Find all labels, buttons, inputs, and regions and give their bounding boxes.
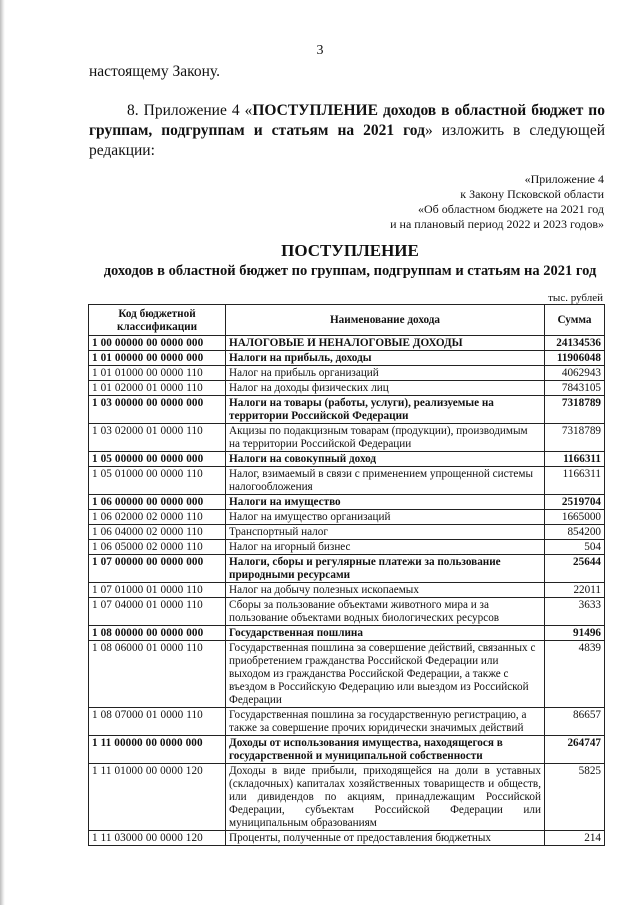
row-code: 1 03 00000 00 0000 000 [89,396,226,424]
table-row [89,351,605,366]
row-code: 1 05 01000 00 0000 110 [89,467,226,495]
header-name: Наименование дохода [226,305,545,336]
para-tail: » изложить в следующей редакции: [89,122,605,159]
row-name: Государственная пошлина за государственную регистрацию, а также за совершение прочих юридически значимых действий [226,708,545,736]
row-name: НАЛОГОВЫЕ И НЕНАЛОГОВЫЕ ДОХОДЫ [226,336,545,351]
row-name: Государственная пошлина [226,626,545,641]
para-mid: доходов в областной бюджет по группам, подгруппам и статьям [89,102,605,139]
appendix-header [390,172,604,232]
row-code: 1 01 00000 00 0000 000 [89,351,226,366]
row-amount: 7843105 [545,381,605,396]
row-amount: 1166311 [545,467,605,495]
table-row [89,764,605,831]
page-number: 3 [316,43,324,58]
table-row [89,708,605,736]
appendix-line: и на плановый период 2022 и 2023 годов» [390,217,604,231]
table-row [89,583,605,598]
row-code: 1 01 02000 01 0000 110 [89,381,226,396]
row-code: 1 06 02000 02 0000 110 [89,510,226,525]
table-row [89,736,605,764]
row-name: Сборы за пользование объектами животного мира и за пользование объектами водных биологических ресурсов [226,598,545,626]
table-row [89,396,605,424]
row-name: Налоги на имущество [226,495,545,510]
table-row [89,510,605,525]
table-header-row [89,305,605,336]
row-code: 1 06 05000 02 0000 110 [89,540,226,555]
row-code: 1 05 00000 00 0000 000 [89,452,226,467]
row-name: Акцизы по подакцизным товарам (продукции), производимым на территории Российской Федерации [226,424,545,452]
row-name: Доходы в виде прибыли, приходящейся на доли в уставных (складочных) капиталах хозяйственных товариществ и обществ, или дивидендов по акциям, принадлежащим Российской Федерации, субъектам Российской Федерации или муниципальным образованиям [226,764,545,831]
row-code: 1 07 01000 01 0000 110 [89,583,226,598]
row-amount: 3633 [545,598,605,626]
row-name: Налог, взимаемый в связи с применением упрощенной системы налогообложения [226,467,545,495]
row-code: 1 00 00000 00 0000 000 [89,336,226,351]
row-amount: 504 [545,540,605,555]
row-name: Доходы от использования имущества, находящегося в государственной и муниципальной собственности [226,736,545,764]
header-code: Код бюджетной классификации [89,305,226,336]
table-row [89,452,605,467]
row-name: Налоги на прибыль, доходы [226,351,545,366]
row-code: 1 07 00000 00 0000 000 [89,555,226,583]
row-amount: 2519704 [545,495,605,510]
row-name: Налоги на совокупный доход [226,452,545,467]
row-code: 1 06 04000 02 0000 110 [89,525,226,540]
row-amount: 22011 [545,583,605,598]
row-name: Налог на имущество организаций [226,510,545,525]
row-name: Проценты, полученные от предоставления бюджетных [226,831,545,846]
row-name: Налоги, сборы и регулярные платежи за пользование природными ресурсами [226,555,545,583]
row-amount: 4839 [545,641,605,708]
row-amount: 214 [545,831,605,846]
para-lead: 8. Приложение 4 « [127,102,253,119]
appendix-line: к Закону Псковской области [460,187,604,201]
row-code: 1 08 07000 01 0000 110 [89,708,226,736]
row-amount: 86657 [545,708,605,736]
table-row [89,366,605,381]
para-bold-year: на 2021 год [337,122,425,139]
document-title: ПОСТУПЛЕНИЕ [281,241,419,260]
row-amount: 24134536 [545,336,605,351]
table-row [89,381,605,396]
row-code: 1 11 00000 00 0000 000 [89,736,226,764]
row-name: Налог на добычу полезных ископаемых [226,583,545,598]
row-code: 1 07 04000 01 0000 110 [89,598,226,626]
row-amount: 4062943 [545,366,605,381]
row-amount: 91496 [545,626,605,641]
row-amount: 854200 [545,525,605,540]
row-name: Налог на игорный бизнес [226,540,545,555]
row-amount: 1166311 [545,452,605,467]
row-code: 1 01 01000 00 0000 110 [89,366,226,381]
income-table [88,304,605,846]
table-row [89,525,605,540]
row-code: 1 11 01000 00 0000 120 [89,764,226,831]
para-bold-title: ПОСТУПЛЕНИЕ [252,102,378,119]
units-label: тыс. рублей [548,292,603,304]
amendment-paragraph [89,101,605,161]
table-row [89,598,605,626]
table-row [89,467,605,495]
table-row [89,424,605,452]
appendix-line: «Приложение 4 [524,172,604,186]
table-row [89,626,605,641]
row-amount: 11906048 [545,351,605,366]
row-name: Налог на доходы физических лиц [226,381,545,396]
table-row [89,495,605,510]
scan-edge-shadow [0,0,5,905]
row-code: 1 11 03000 00 0000 120 [89,831,226,846]
row-amount: 7318789 [545,424,605,452]
table-row [89,641,605,708]
row-amount: 1665000 [545,510,605,525]
row-name: Государственная пошлина за совершение действий, связанных с приобретением гражданства Российской Федерации или выходом из гражданства Российской Федерации, а также с въездом в Российскую Федерацию или выездом из Российской Федерации [226,641,545,708]
continuation-text: настоящему Закону. [89,63,220,80]
table-row [89,540,605,555]
row-code: 1 08 00000 00 0000 000 [89,626,226,641]
table-row [89,831,605,846]
header-amount: Сумма [545,305,605,336]
table-row [89,336,605,351]
row-name: Налог на прибыль организаций [226,366,545,381]
row-name: Транспортный налог [226,525,545,540]
row-amount: 264747 [545,736,605,764]
row-amount: 5825 [545,764,605,831]
row-amount: 7318789 [545,396,605,424]
row-code: 1 03 02000 01 0000 110 [89,424,226,452]
row-code: 1 08 06000 01 0000 110 [89,641,226,708]
row-code: 1 06 00000 00 0000 000 [89,495,226,510]
row-amount: 25644 [545,555,605,583]
row-name: Налоги на товары (работы, услуги), реализуемые на территории Российской Федерации [226,396,545,424]
document-subtitle: доходов в областной бюджет по группам, подгруппам и статьям на 2021 год [103,263,597,279]
table-row [89,555,605,583]
appendix-line: «Об областном бюджете на 2021 год [418,202,604,216]
